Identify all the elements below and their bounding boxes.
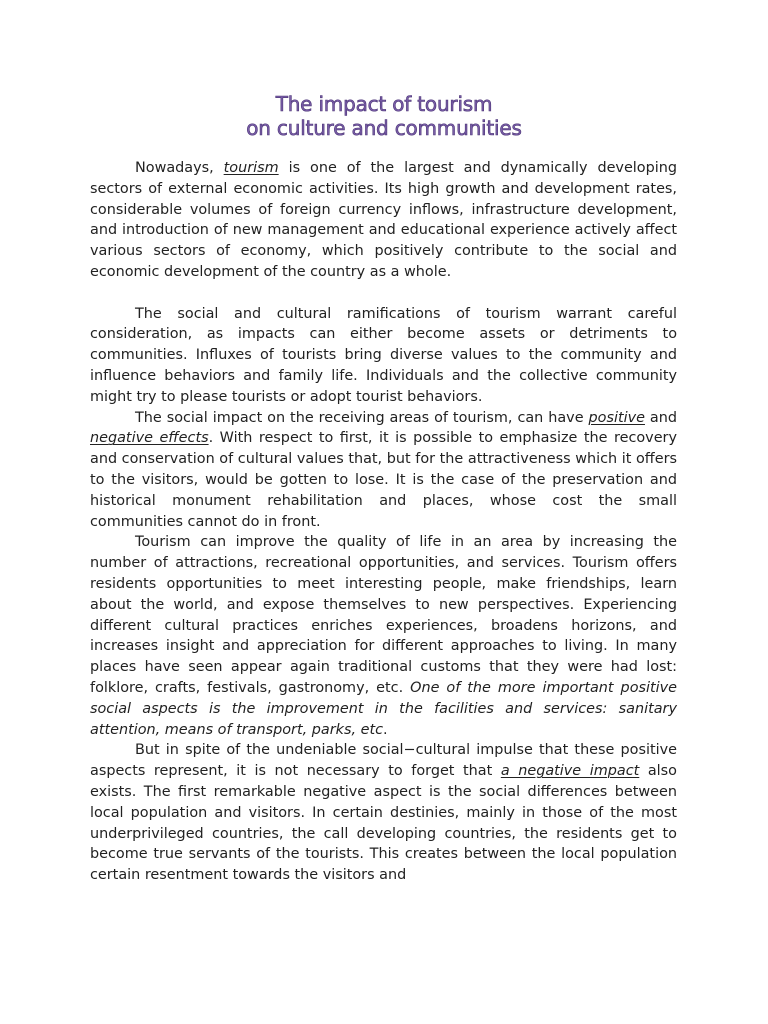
title-line-2: on culture and communities: [246, 116, 522, 140]
paragraph-5-text-b: also exists. The first remarkable negative aspect is the social differences between local population and visitors. In certain destinies, mainly in those of the most underprivileged countries, the call developing countries, the residents get to become true servants of the tourists. This creates between the local population certain resentment towards the visitors and: [90, 763, 677, 884]
negative-impact-link[interactable]: a negative impact: [500, 763, 640, 780]
paragraph-4: [90, 532, 677, 740]
paragraph-3: [90, 408, 677, 533]
paragraph-4-italic: One of the more important positive social aspects is the improvement in the facilities and services: sanitary attention, means of transport, parks, etc: [90, 679, 678, 738]
paragraph-3-text-a: The social impact on the receiving areas of tourism, can have: [135, 409, 589, 426]
paragraph-1-text-b: is one of the largest and dynamically developing sectors of external economic activities. Its high growth and development rates, considerable volumes of foreign currency inflows, infrastructure development, and introduction of new management and educational experience actively affect various sectors of economy, which positively contribute to the social and economic development of the country as a whole.: [90, 160, 677, 280]
document-body: [90, 158, 677, 886]
paragraph-5: [90, 740, 677, 886]
paragraph-3-text-b: and: [644, 409, 677, 426]
negative-effects-link[interactable]: negative effects: [90, 430, 209, 447]
tourism-link[interactable]: tourism: [223, 160, 279, 176]
title-line-1: The impact of tourism: [275, 92, 493, 116]
paragraph-4-text-b: .: [383, 721, 388, 738]
paragraph-3-text-c: . With respect to first, it is possible to emphasize the recovery and conservation of cultural values that, but for the attractiveness which it offers to the visitors, would be gotten to lose. It is the case of the preservation and historical monument rehabilitation and places, whose cost the small communities cannot do in front.: [90, 430, 677, 530]
positive-link[interactable]: positive: [588, 409, 645, 426]
paragraph-5-text-a: But in spite of the undeniable social−cultural impulse that these positive aspects represent, it is not necessary to forget that: [90, 742, 677, 780]
document-title: [0, 92, 768, 140]
paragraph-2: The social and cultural ramifications of tourism warrant careful consideration, as impacts can either become assets or detriments to communities. Influxes of tourists bring diverse values to the community and influence behaviors and family life. Individuals and the collective community might try to please tourists or adopt tourist behaviors.: [90, 305, 677, 405]
paragraph-1-text-a: Nowadays,: [135, 160, 224, 176]
paragraph-1: [90, 158, 677, 283]
paragraph-4-text-a: Tourism can improve the quality of life in an area by increasing the number of attractions, recreational opportunities, and services. Tourism offers residents opportunities to meet interesting people, make friendships, learn about the world, and expose themselves to new perspectives. Experiencing different cultural practices enriches experiences, broadens horizons, and increases insight and appreciation for different approaches to living. In many places have seen appear again traditional customs that they were had lost: folklore, crafts, festivals, gastronomy, etc.: [90, 534, 677, 696]
